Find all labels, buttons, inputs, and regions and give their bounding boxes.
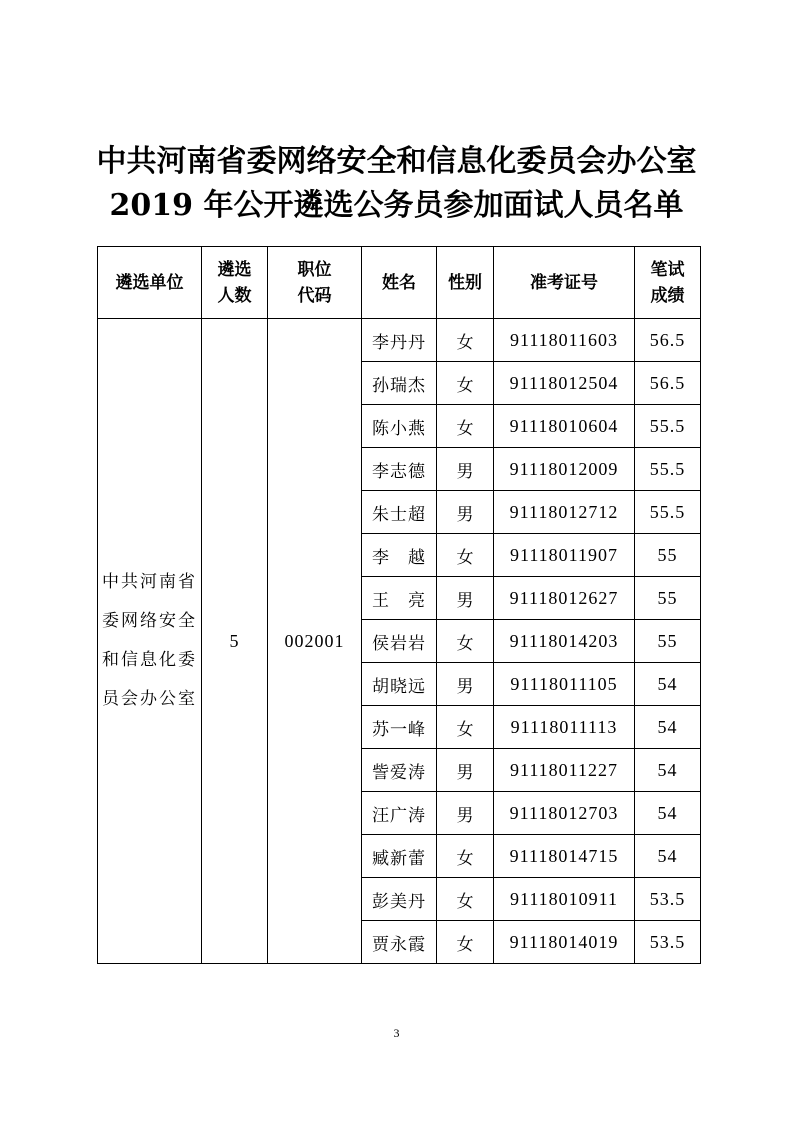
- score-cell: 53.5: [635, 921, 701, 964]
- header-ticket: 准考证号: [494, 247, 635, 319]
- header-count: [202, 247, 268, 319]
- name-cell: 朱士超: [362, 491, 437, 534]
- ticket-cell: 91118011907: [494, 534, 635, 577]
- name-cell: 彭美丹: [362, 878, 437, 921]
- score-cell: 55: [635, 577, 701, 620]
- name-cell: 胡晓远: [362, 663, 437, 706]
- title-line-2: 2019 年公开遴选公务员参加面试人员名单: [109, 188, 684, 223]
- ticket-cell: 91118012009: [494, 448, 635, 491]
- unit-cell: 中共河南省委网络安全和信息化委员会办公室: [98, 319, 202, 964]
- score-cell: 55: [635, 534, 701, 577]
- name-cell: 贾永霞: [362, 921, 437, 964]
- name-cell: 苏一峰: [362, 706, 437, 749]
- ticket-cell: 91118010911: [494, 878, 635, 921]
- gender-cell: 男: [437, 448, 494, 491]
- table-header-row: [98, 247, 701, 319]
- title-line-1: 中共河南省委网络安全和信息化委员会办公室: [96, 144, 697, 179]
- gender-cell: 女: [437, 362, 494, 405]
- gender-cell: 男: [437, 491, 494, 534]
- header-count-text: 遴选人数: [217, 259, 252, 306]
- ticket-cell: 91118011603: [494, 319, 635, 362]
- gender-cell: 男: [437, 577, 494, 620]
- score-cell: 56.5: [635, 319, 701, 362]
- gender-cell: 女: [437, 706, 494, 749]
- candidate-table: [97, 246, 701, 964]
- table-body: [98, 319, 701, 964]
- ticket-cell: 91118010604: [494, 405, 635, 448]
- position-code-cell: 002001: [268, 319, 362, 964]
- score-cell: 54: [635, 792, 701, 835]
- ticket-cell: 91118014715: [494, 835, 635, 878]
- score-cell: 55.5: [635, 405, 701, 448]
- name-cell: 臧新蕾: [362, 835, 437, 878]
- header-score-text: 笔试成绩: [650, 259, 685, 306]
- gender-cell: 女: [437, 534, 494, 577]
- header-score: [635, 247, 701, 319]
- header-gender: 性别: [437, 247, 494, 319]
- score-cell: 54: [635, 663, 701, 706]
- ticket-cell: 91118011105: [494, 663, 635, 706]
- name-cell: 李 越: [362, 534, 437, 577]
- ticket-cell: 91118012627: [494, 577, 635, 620]
- score-cell: 53.5: [635, 878, 701, 921]
- page-number: 3: [393, 1026, 400, 1040]
- score-cell: 54: [635, 706, 701, 749]
- name-cell: 王 亮: [362, 577, 437, 620]
- name-cell: 孙瑞杰: [362, 362, 437, 405]
- gender-cell: 女: [437, 835, 494, 878]
- ticket-cell: 91118014019: [494, 921, 635, 964]
- name-cell: 李丹丹: [362, 319, 437, 362]
- header-position-code-text: 职位代码: [297, 259, 332, 306]
- count-cell: 5: [202, 319, 268, 964]
- header-position-code: [268, 247, 362, 319]
- name-cell: 侯岩岩: [362, 620, 437, 663]
- ticket-cell: 91118011113: [494, 706, 635, 749]
- name-cell: 陈小燕: [362, 405, 437, 448]
- score-cell: 55: [635, 620, 701, 663]
- score-cell: 55.5: [635, 491, 701, 534]
- gender-cell: 男: [437, 663, 494, 706]
- ticket-cell: 91118011227: [494, 749, 635, 792]
- header-unit: 遴选单位: [98, 247, 202, 319]
- document-title: [0, 140, 793, 228]
- gender-cell: 女: [437, 319, 494, 362]
- score-cell: 56.5: [635, 362, 701, 405]
- gender-cell: 女: [437, 405, 494, 448]
- gender-cell: 男: [437, 749, 494, 792]
- name-cell: 訾爱涛: [362, 749, 437, 792]
- score-cell: 54: [635, 749, 701, 792]
- score-cell: 54: [635, 835, 701, 878]
- name-cell: 汪广涛: [362, 792, 437, 835]
- name-cell: 李志德: [362, 448, 437, 491]
- gender-cell: 女: [437, 878, 494, 921]
- ticket-cell: 91118012712: [494, 491, 635, 534]
- gender-cell: 男: [437, 792, 494, 835]
- header-name: 姓名: [362, 247, 437, 319]
- ticket-cell: 91118014203: [494, 620, 635, 663]
- ticket-cell: 91118012504: [494, 362, 635, 405]
- score-cell: 55.5: [635, 448, 701, 491]
- table-row: [98, 319, 701, 362]
- gender-cell: 女: [437, 620, 494, 663]
- ticket-cell: 91118012703: [494, 792, 635, 835]
- gender-cell: 女: [437, 921, 494, 964]
